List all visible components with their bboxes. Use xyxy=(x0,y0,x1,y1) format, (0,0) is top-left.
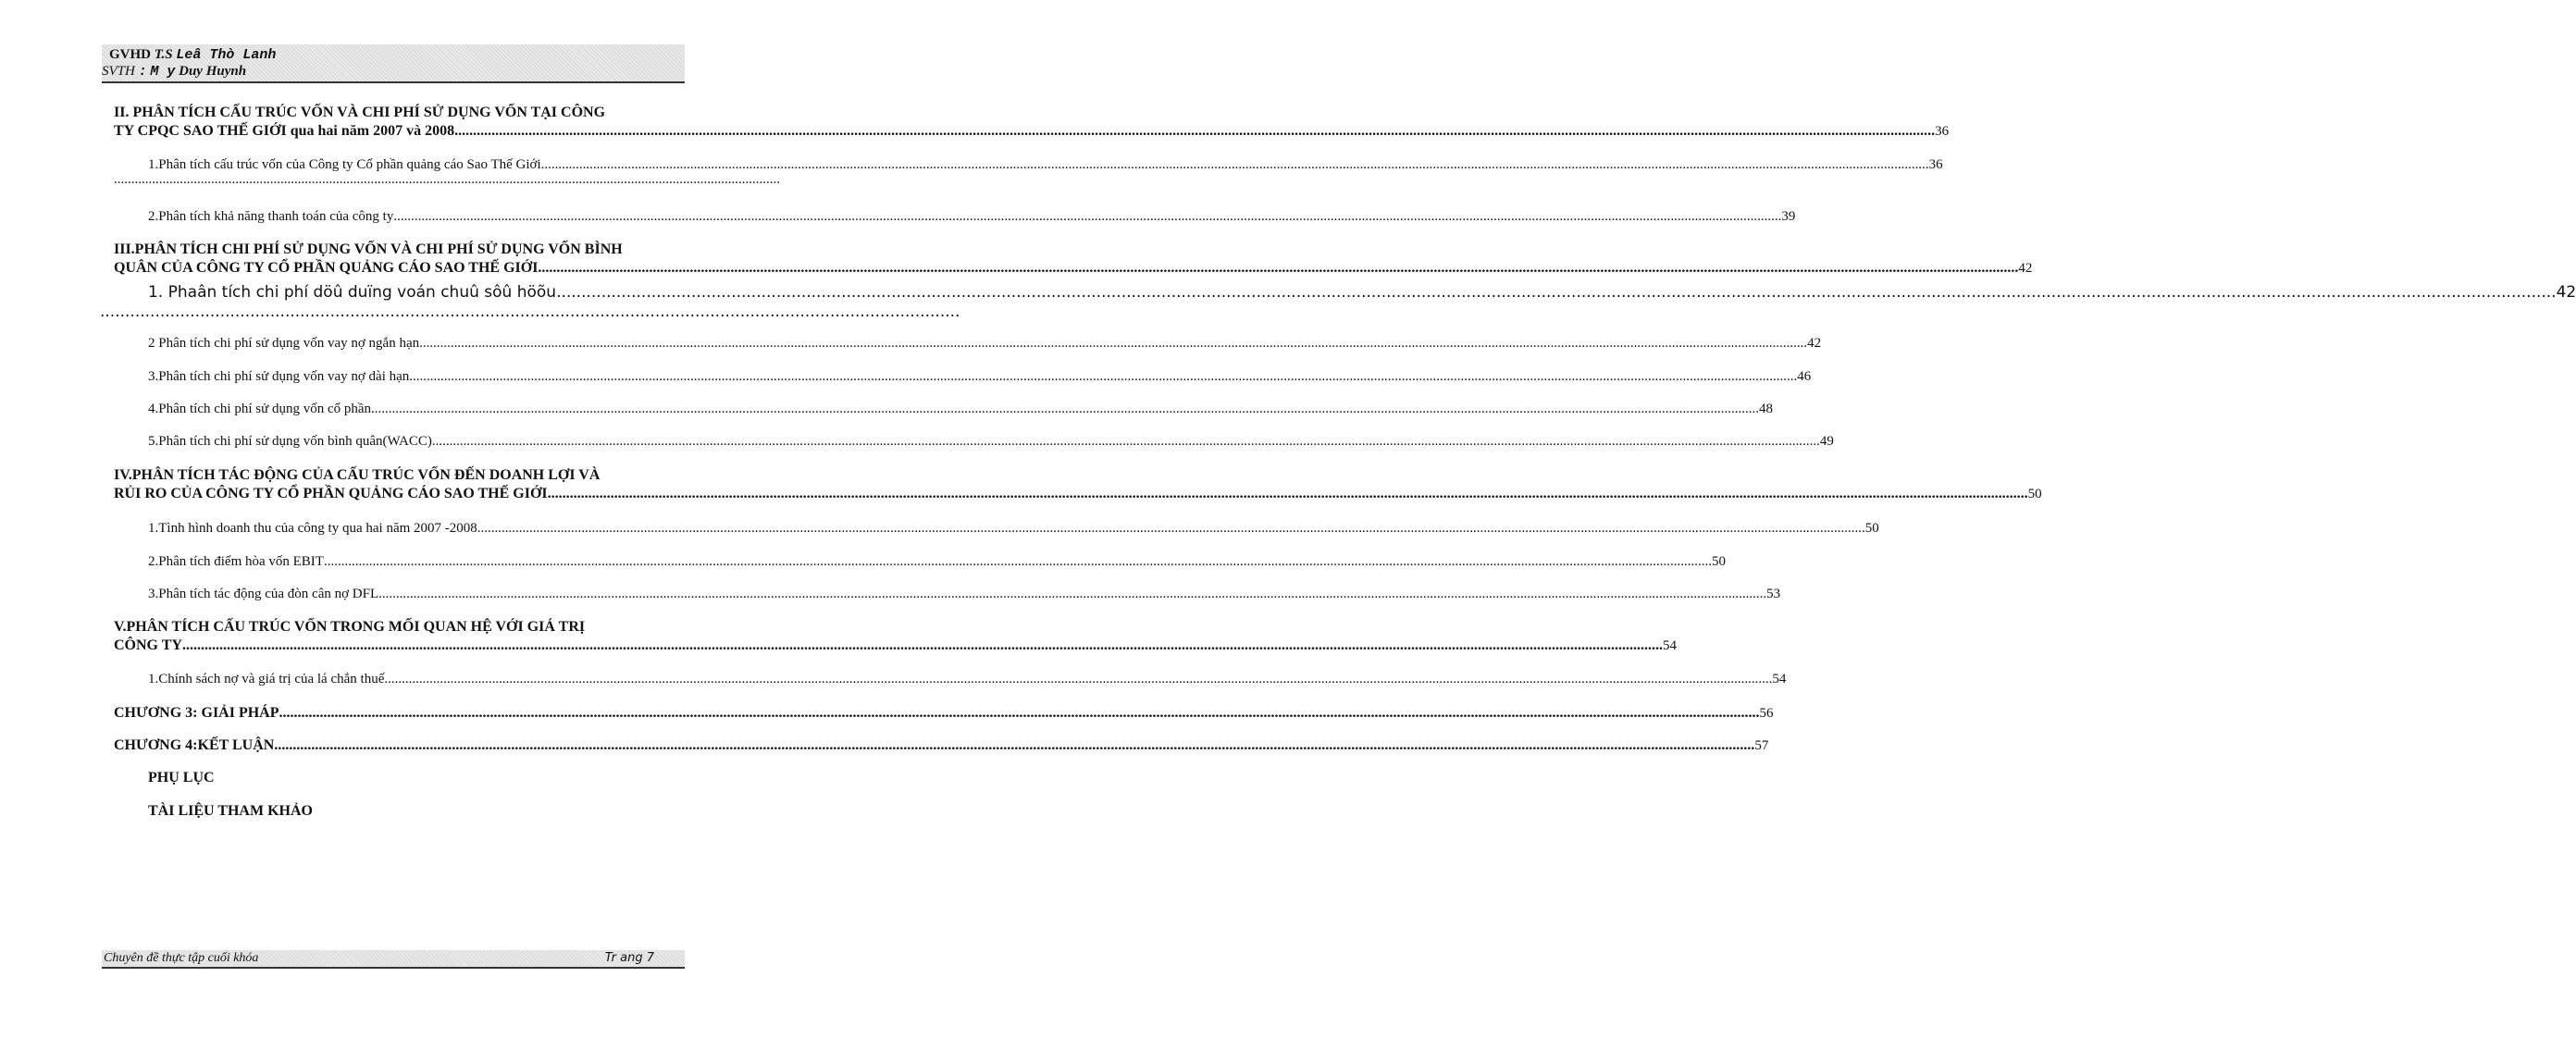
toc-page-number: 50 xyxy=(1864,521,1879,536)
toc-page-number: 42 xyxy=(2018,261,2033,276)
header-advisor xyxy=(109,47,276,63)
student-label: SVTH xyxy=(102,64,135,79)
toc-entry-label: 5.Phân tích chi phí sử dụng vốn bình quân(WACC) xyxy=(148,434,432,449)
toc-entry-label: 2.Phân tích khả năng thanh toán của công ty xyxy=(148,209,394,224)
toc-references[interactable]: TÀI LIỆU THAM KHẢO xyxy=(148,803,313,819)
toc-section-2[interactable] xyxy=(114,104,1950,141)
toc-entry-4-2[interactable] xyxy=(148,552,1726,571)
toc-entry-label: 4.Phân tích chi phí sử dụng vốn cổ phần xyxy=(148,402,372,416)
advisor-label: GVHD xyxy=(109,47,151,62)
toc-page-number: 50 xyxy=(2027,487,2042,501)
toc-page-number: 36 xyxy=(1935,124,1950,139)
toc-entry-label: 2.Phân tích điểm hòa vốn EBIT xyxy=(148,554,324,569)
toc-section-5-line1: V.PHÂN TÍCH CẤU TRÚC VỐN TRONG MỐI QUAN HỆ VỚI GIÁ TRỊ xyxy=(114,619,586,635)
toc-section-4-line1: IV.PHÂN TÍCH TÁC ĐỘNG CỦA CẤU TRÚC VỐN ĐẾN DOANH LỢI VÀ xyxy=(114,467,601,483)
toc-page-number: 49 xyxy=(1819,434,1834,449)
toc-page-number: 57 xyxy=(1754,738,1769,753)
toc-chapter-label: CHƯƠNG 3: GIẢI PHÁP xyxy=(114,705,279,721)
toc-section-5[interactable] xyxy=(114,618,1677,655)
toc-page-number: 36 xyxy=(1928,157,1943,172)
toc-entry-3-5[interactable] xyxy=(148,432,1834,451)
student-name-part: M y xyxy=(150,64,176,80)
toc-section-5-line2: CÔNG TY xyxy=(114,637,182,653)
toc-chapter-4[interactable] xyxy=(114,736,1769,755)
toc-entry-2-1[interactable] xyxy=(148,155,1943,174)
toc-entry-label: 1.Chính sách nợ và giá trị của lá chắn thuế xyxy=(148,672,385,686)
toc-page-number: 46 xyxy=(1797,369,1812,384)
toc-page-number: 48 xyxy=(1759,402,1774,416)
toc-entry-3-1[interactable] xyxy=(100,279,2576,321)
toc-section-3-line1: III.PHÂN TÍCH CHI PHÍ SỬ DỤNG VỐN VÀ CHI PHÍ SỬ DỤNG VỐN BÌNH xyxy=(114,241,623,257)
advisor-title: T.S xyxy=(154,47,173,62)
student-separator: : xyxy=(138,64,147,80)
toc-dotted-continuation: ............................................................................................................................................................................ xyxy=(100,303,960,321)
toc-entry-label: 1. Phaân tích chi phí döû duïng voán chuû sôû höõu xyxy=(148,283,557,302)
toc-entry-label: 3.Phân tích tác động của đòn cân nợ DFL xyxy=(148,587,379,601)
footer-page-number: Tr ang 7 xyxy=(604,951,654,965)
toc-page-number: 42 xyxy=(2556,283,2576,302)
toc-entry-4-1[interactable] xyxy=(148,519,1879,538)
toc-entry-label: 3.Phân tích chi phí sử dụng vốn vay nợ dài hạn xyxy=(148,369,410,384)
toc-section-2-line1: II. PHÂN TÍCH CẤU TRÚC VỐN VÀ CHI PHÍ SỬ DỤNG VỐN TẠI CÔNG xyxy=(114,105,606,120)
toc-section-2-line2: TY CPQC SAO THẾ GIỚI qua hai năm 2007 và 2008 xyxy=(114,123,455,139)
toc-entry-2-2[interactable] xyxy=(148,207,1796,226)
toc-chapter-3[interactable] xyxy=(114,704,1774,723)
footer-title: Chuyên đề thực tập cuối khóa xyxy=(104,951,259,965)
toc-page-number: 54 xyxy=(1662,638,1677,653)
toc-chapter-label: CHƯƠNG 4:KẾT LUẬN xyxy=(114,737,275,753)
header-student xyxy=(102,64,246,80)
toc-page-number: 53 xyxy=(1766,587,1781,601)
toc-entry-3-2[interactable] xyxy=(148,334,1822,353)
toc-section-4-line2: RỦI RO CỦA CÔNG TY CỔ PHẦN QUẢNG CÁO SAO THẾ GIỚI xyxy=(114,486,548,501)
toc-page-number: 39 xyxy=(1781,209,1796,224)
toc-page-number: 50 xyxy=(1711,554,1726,569)
toc-page-number: 56 xyxy=(1759,706,1774,721)
toc-entry-3-3[interactable] xyxy=(148,367,1812,386)
toc-section-4[interactable] xyxy=(114,466,2042,503)
toc-entry-label: 2 Phân tích chi phí sử dụng vốn vay nợ ngắn hạn xyxy=(148,336,420,351)
student-name: Duy Huynh xyxy=(179,64,247,79)
toc-page-number: 42 xyxy=(1807,336,1822,351)
advisor-name: Leâ Thò Lanh xyxy=(176,47,277,63)
page-footer xyxy=(102,950,685,969)
toc-section-3-line2: QUÂN CỦA CÔNG TY CỔ PHẦN QUẢNG CÁO SAO THẾ GIỚI xyxy=(114,260,539,276)
page-header xyxy=(102,44,685,83)
toc-entry-5-1[interactable] xyxy=(148,670,1787,688)
toc-section-3[interactable] xyxy=(114,241,2033,278)
toc-entry-4-3[interactable] xyxy=(148,585,1781,603)
toc-dotted-continuation: ................................................................................................................................................................................................ xyxy=(114,172,780,187)
toc-entry-label: 1.Phân tích cấu trúc vốn của Công ty Cổ phần quảng cáo Sao Thế Giới xyxy=(148,157,541,172)
toc-page-number: 54 xyxy=(1772,672,1787,686)
toc-entry-label: 1.Tình hình doanh thu của công ty qua hai năm 2007 -2008 xyxy=(148,521,477,536)
toc-entry-3-4[interactable] xyxy=(148,400,1774,418)
toc-appendix[interactable]: PHỤ LỤC xyxy=(148,770,215,785)
